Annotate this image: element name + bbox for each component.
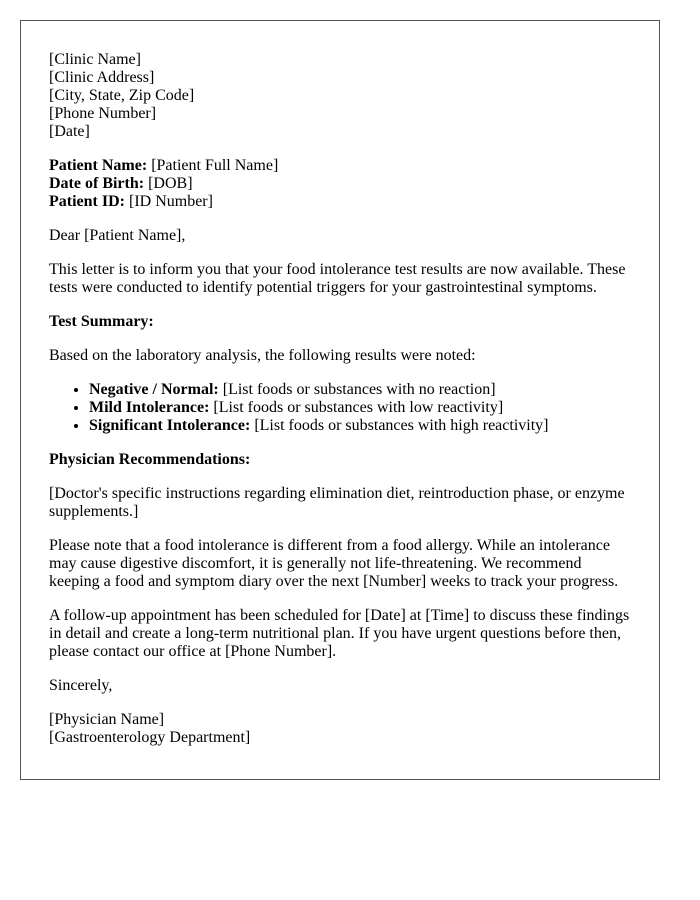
clinic-phone: [Phone Number] [49, 105, 157, 122]
signature-block [49, 711, 631, 747]
test-summary-lead: Based on the laboratory analysis, the following results were noted: [49, 347, 476, 364]
department: [Gastroenterology Department] [49, 729, 251, 746]
followup-paragraph: A follow-up appointment has been scheduled for [Date] at [Time] to discuss these findings in detail and create a long-term nutritional plan. If you have urgent questions before then, please contact our office at [Phone Number]. [49, 607, 630, 660]
physician-name: [Physician Name] [49, 711, 165, 728]
test-summary-heading-text: Test Summary: [49, 313, 154, 330]
patient-name-row [49, 157, 631, 175]
letter [20, 20, 660, 780]
patient-dob-row [49, 175, 631, 193]
result-label: Mild Intolerance: [89, 399, 210, 416]
patient-dob-value: [DOB] [144, 175, 193, 192]
patient-name-value: [Patient Full Name] [147, 157, 279, 174]
test-summary-heading [49, 313, 631, 331]
result-text: [List foods or substances with no reaction] [218, 381, 496, 398]
patient-id-value: [ID Number] [124, 193, 213, 210]
list-item [89, 399, 631, 417]
clinic-name: [Clinic Name] [49, 51, 141, 68]
note-paragraph: Please note that a food intolerance is different from a food allergy. While an intolerance may cause digestive discomfort, it is generally not life-threatening. We recommend keeping a food and symptom diary over the next [Number] weeks to track your progress. [49, 537, 619, 590]
patient-name-label: Patient Name: [49, 157, 148, 174]
intro-paragraph: This letter is to inform you that your food intolerance test results are now available. These tests were conducted to identify potential triggers for your gastrointestinal symptoms. [49, 261, 626, 296]
list-item [89, 417, 631, 435]
greeting: Dear [Patient Name], [49, 227, 186, 244]
result-label: Significant Intolerance: [89, 417, 251, 434]
results-list [49, 381, 631, 435]
letter-date: [Date] [49, 123, 90, 140]
clinic-city-state-zip: [City, State, Zip Code] [49, 87, 195, 104]
result-text: [List foods or substances with high reactivity] [250, 417, 549, 434]
list-item [89, 381, 631, 399]
result-label: Negative / Normal: [89, 381, 219, 398]
recommendations-heading [49, 451, 631, 469]
closing: Sincerely, [49, 677, 113, 694]
patient-dob-label: Date of Birth: [49, 175, 145, 192]
recommendations-text: [Doctor's specific instructions regarding elimination diet, reintroduction phase, or enzyme supplements.] [49, 485, 625, 520]
patient-id-row [49, 193, 631, 211]
patient-id-label: Patient ID: [49, 193, 125, 210]
recommendations-heading-text: Physician Recommendations: [49, 451, 251, 468]
clinic-address: [Clinic Address] [49, 69, 155, 86]
patient-info [49, 157, 631, 211]
clinic-header [49, 51, 631, 141]
result-text: [List foods or substances with low reactivity] [209, 399, 504, 416]
